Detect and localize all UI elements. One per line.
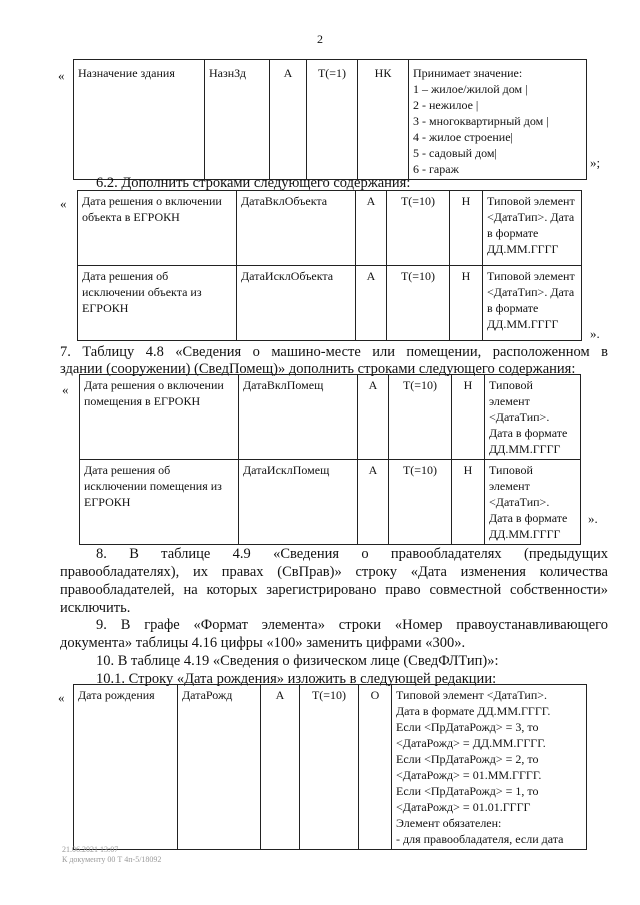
paragraph-8-line: правообладателей, на которых зарегистрировано право совместной собственности» xyxy=(60,582,608,598)
paragraph-6-2: 6.2. Дополнить строками следующего содержания: xyxy=(96,175,411,191)
open-quote: « xyxy=(58,68,65,83)
element-flag: О xyxy=(359,685,392,850)
note-line: 2 - нежилое | xyxy=(413,98,479,112)
table-row xyxy=(80,460,581,545)
note-line: 1 – жилое/жилой дом | xyxy=(413,82,528,96)
element-code: ДатаРожд xyxy=(178,685,261,850)
element-name: Дата решения об исключении помещения из ЕГРОКН xyxy=(80,460,239,545)
paragraph-8-line: исключить. xyxy=(60,600,131,616)
note-line: 4 - жилое строение| xyxy=(413,130,513,144)
element-format: Т(=10) xyxy=(387,266,450,341)
note-line: Если <ПрДатаРожд> = 2, то xyxy=(396,752,539,766)
page-number: 2 xyxy=(317,32,323,46)
note-line: 5 - садовый дом| xyxy=(413,146,497,160)
element-flag: Н xyxy=(452,460,485,545)
paragraph-9-line: 9. В графе «Формат элемента» строки «Номер правоустанавливающего xyxy=(96,617,608,633)
paragraph-7-line: здании (сооружении) (СведПомещ)» дополнить строками следующего содержания: xyxy=(60,361,576,377)
close-quote: ». xyxy=(590,326,600,341)
element-note xyxy=(409,60,587,180)
table-row xyxy=(78,266,582,341)
element-code: ДатаВклОбъекта xyxy=(237,191,356,266)
paragraph-9-line: документа» таблицы 4.16 цифры «100» заменить цифрами «300». xyxy=(60,635,466,651)
element-code: ДатаИсклОбъекта xyxy=(237,266,356,341)
note-line: Типовой элемент <ДатаТип>. xyxy=(396,688,548,702)
element-type: А xyxy=(270,60,307,180)
note-line: <ДатаРожд> = 01.01.ГГГГ xyxy=(396,800,531,814)
open-quote: « xyxy=(62,382,69,397)
element-name: Дата решения о включении помещения в ЕГРОКН xyxy=(80,375,239,460)
element-note: Типовой элемент <ДатаТип>. Дата в формате ДД.ММ.ГГГГ xyxy=(485,375,581,460)
paragraph-8-line: правообладателях), их правах (СвПрав)» строку «Дата изменения количества xyxy=(60,564,608,580)
element-name: Дата решения о включении объекта в ЕГРОКН xyxy=(78,191,237,266)
note-line: <ДатаРожд> = ДД.ММ.ГГГГ. xyxy=(396,736,546,750)
element-format: Т(=10) xyxy=(389,460,452,545)
element-format: Т(=10) xyxy=(300,685,359,850)
footer-line: К документу 00 Т 4п-5/18092 xyxy=(62,855,162,864)
open-quote: « xyxy=(60,196,67,211)
note-line: 3 - многоквартирный дом | xyxy=(413,114,549,128)
table-room-dates xyxy=(79,374,581,545)
table-building-purpose xyxy=(73,59,587,180)
paragraph-7-line: 7. Таблицу 4.8 «Сведения о машино-месте или помещении, расположенном в xyxy=(60,344,608,360)
element-note: Типовой элемент <ДатаТип>. Дата в формате ДД.ММ.ГГГГ xyxy=(485,460,581,545)
element-flag: Н xyxy=(450,191,483,266)
footer-line: 21.06.2021 13:07 xyxy=(62,845,119,854)
table-object-dates xyxy=(77,190,582,341)
open-quote: « xyxy=(58,690,65,705)
note-line: 6 - гараж xyxy=(413,162,459,176)
element-note: Типовой элемент <ДатаТип>. Дата в формате ДД.ММ.ГГГГ xyxy=(483,191,582,266)
note-line: <ДатаРожд> = 01.ММ.ГГГГ. xyxy=(396,768,542,782)
element-flag: НК xyxy=(358,60,409,180)
element-type: А xyxy=(356,266,387,341)
table-row xyxy=(78,191,582,266)
element-code: ДатаВклПомещ xyxy=(239,375,358,460)
element-format: Т(=10) xyxy=(389,375,452,460)
paragraph-8-line: 8. В таблице 4.9 «Сведения о правообладателях (предыдущих xyxy=(96,546,608,562)
table-row xyxy=(80,375,581,460)
element-type: А xyxy=(261,685,300,850)
element-flag: Н xyxy=(450,266,483,341)
close-quote: ». xyxy=(588,511,598,526)
element-flag: Н xyxy=(452,375,485,460)
element-code: НазнЗд xyxy=(205,60,270,180)
note-line: Дата в формате ДД.ММ.ГГГГ. xyxy=(396,704,551,718)
element-format: Т(=10) xyxy=(387,191,450,266)
element-format: Т(=1) xyxy=(307,60,358,180)
element-name: Назначение здания xyxy=(74,60,205,180)
element-name: Дата решения об исключении объекта из ЕГРОКН xyxy=(78,266,237,341)
note-line: Принимает значение: xyxy=(413,66,523,80)
paragraph-10: 10. В таблице 4.19 «Сведения о физическом лице (СведФЛТип)»: xyxy=(96,653,499,669)
table-birth-date xyxy=(73,684,587,850)
element-type: А xyxy=(356,191,387,266)
note-line: Если <ПрДатаРожд> = 1, то xyxy=(396,784,539,798)
element-name: Дата рождения xyxy=(74,685,178,850)
element-note xyxy=(392,685,587,850)
note-line: Если <ПрДатаРожд> = 3, то xyxy=(396,720,539,734)
note-line: Элемент обязателен: xyxy=(396,816,502,830)
close-quote: »; xyxy=(590,155,601,170)
element-type: А xyxy=(358,460,389,545)
note-line: - для правообладателя, если дата xyxy=(396,832,564,846)
element-code: ДатаИсклПомещ xyxy=(239,460,358,545)
element-note: Типовой элемент <ДатаТип>. Дата в формате ДД.ММ.ГГГГ xyxy=(483,266,582,341)
paragraph-10-1: 10.1. Строку «Дата рождения» изложить в следующей редакции: xyxy=(96,671,497,687)
footer-stamp xyxy=(62,845,161,865)
element-type: А xyxy=(358,375,389,460)
table-row xyxy=(74,685,587,850)
table-row xyxy=(74,60,587,180)
